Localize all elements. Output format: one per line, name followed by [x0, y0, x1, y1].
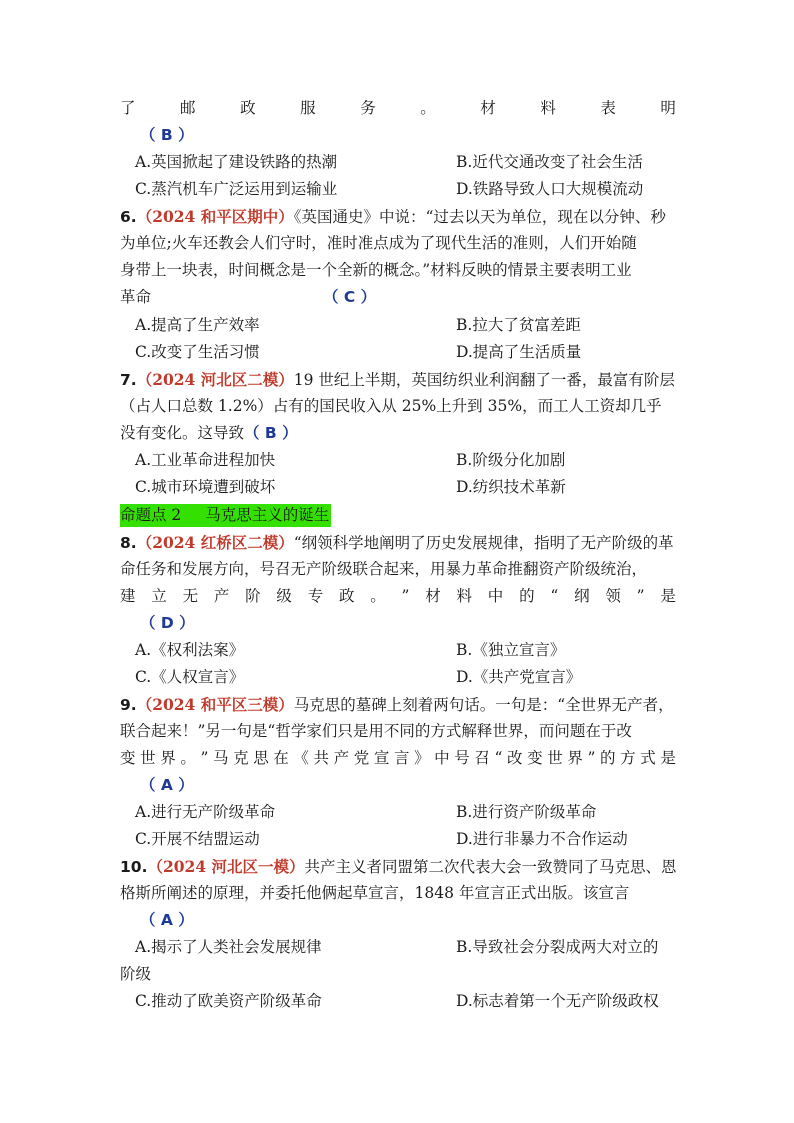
q10-option-b: B.导致社会分裂成两大对立的	[456, 938, 659, 956]
q9-stem-line-2: 联合起来！”另一句是“哲学家们只是用不同的方式解释世界，而问题在于改	[120, 722, 632, 740]
question-source: （2024 河北区二模）	[136, 370, 294, 389]
section-label: 命题点 2	[120, 506, 182, 524]
q7-option-c: C.城市环境遭到破坏	[135, 478, 276, 496]
q6-option-a: A.提高了生产效率	[135, 316, 260, 334]
q5-char: 服	[300, 99, 316, 117]
q9-option-a: A.进行无产阶级革命	[135, 803, 276, 821]
q5-option-d: D.铁路导致人口大规模流动	[456, 180, 644, 198]
q6-option-c: C.改变了生活习惯	[135, 343, 260, 361]
question-source: （2024 和平区期中）	[136, 207, 294, 226]
q7-answer: （ B ）	[244, 424, 298, 442]
q8-option-b: B.《独立宣言》	[456, 641, 566, 659]
q6-stem-line-1: 6.（2024 和平区期中）《英国通史》中说：“过去以天为单位，现在以分钟、秒	[120, 207, 666, 226]
q5-char: 了	[120, 99, 136, 117]
q8-stem-line-3: 建 立 无 产 阶 级 专 政 。 ” 材 料 中 的 “ 纲 领 ” 是	[120, 587, 676, 605]
q5-option-b: B.近代交通改变了社会生活	[456, 153, 643, 171]
q7-stem-line-2: （占人口总数 1.2%）占有的国民收入从 25%上升到 35%，而工人工资却几乎	[120, 397, 662, 415]
question-number: 9.	[120, 696, 137, 714]
q7-stem-line-1: 7.（2024 河北区二模）19 世纪上半期，英国纺织业利润翻了一番，最富有阶层	[120, 370, 675, 389]
q8-stem-line-1: 8.（2024 红桥区二模）“纲领科学地阐明了历史发展规律，指明了无产阶级的革	[120, 533, 674, 552]
q5-option-a: A.英国掀起了建设铁路的热潮	[135, 153, 338, 171]
question-source: （2024 和平区三模）	[136, 695, 294, 714]
q8-option-d: D.《共产党宣言》	[456, 668, 582, 686]
q5-char: 料	[540, 99, 556, 117]
q5-char: 。	[420, 99, 436, 117]
q9-stem-line-1: 9.（2024 和平区三模）马克思的墓碑上刻着两句话。一句是：“全世界无产者，	[120, 695, 674, 714]
q6-option-d: D.提高了生活质量	[456, 343, 582, 361]
q9-option-d: D.进行非暴力不合作运动	[456, 830, 628, 848]
q6-answer: （ C ）	[323, 288, 377, 306]
q5-char: 材	[480, 99, 496, 117]
q10-option-b-wrap: 阶级	[120, 965, 152, 983]
q6-stem-line-3: 身带上一块表，时间概念是一个全新的概念。”材料反映的情景主要表明工业	[120, 261, 632, 279]
section-title: 马克思主义的诞生	[205, 506, 330, 524]
q7-option-a: A.工业革命进程加快	[135, 451, 276, 469]
question-number: 7.	[120, 371, 137, 389]
q10-answer: （ A ）	[140, 911, 194, 929]
q9-option-c: C.开展不结盟运动	[135, 830, 260, 848]
q6-option-b: B.拉大了贫富差距	[456, 316, 581, 334]
q5-char: 表	[600, 99, 616, 117]
q10-stem-line-2: 格斯所阐述的原理，并委托他俩起草宣言，1848 年宣言正式出版。该宣言	[120, 884, 630, 902]
question-source: （2024 红桥区二模）	[136, 533, 294, 552]
q8-option-a: A.《权利法案》	[135, 641, 245, 659]
section-heading	[120, 502, 676, 529]
q5-char: 务	[360, 99, 376, 117]
q7-option-d: D.纺织技术革新	[456, 478, 566, 496]
q5-option-c: C.蒸汽机车广泛运用到运输业	[135, 180, 338, 198]
q10-stem-line-1: 10.（2024 河北区一模）共产主义者同盟第二次代表大会一致赞同了马克思、恩	[120, 857, 677, 876]
q5-char: 明	[660, 99, 676, 117]
q7-option-b: B.阶级分化加剧	[456, 451, 566, 469]
q7-stem-line-3: 没有变化。这导致（ B ）	[120, 424, 298, 442]
q9-answer: （ A ）	[140, 776, 194, 794]
question-number: 6.	[120, 208, 137, 226]
q5-answer: （ B ）	[140, 126, 194, 144]
question-source: （2024 河北区一模）	[147, 857, 305, 876]
question-number: 10.	[120, 858, 148, 876]
question-number: 8.	[120, 534, 137, 552]
q10-option-a: A.揭示了人类社会发展规律	[135, 938, 322, 956]
q5-stem-tail	[120, 95, 676, 122]
q6-stem-line-2: 为单位;火车还教会人们守时，准时准点成为了现代生活的准则，人们开始随	[120, 234, 637, 252]
q5-char: 邮	[180, 99, 196, 117]
q8-option-c: C.《人权宣言》	[135, 668, 245, 686]
q5-char: 政	[240, 99, 256, 117]
q10-option-c: C.推动了欧美资产阶级革命	[135, 992, 322, 1010]
q10-option-d: D.标志着第一个无产阶级政权	[456, 992, 659, 1010]
q8-answer: （ D ）	[140, 614, 195, 632]
q8-stem-line-2: 命任务和发展方向，号召无产阶级联合起来，用暴力革命推翻资产阶级统治，	[120, 560, 648, 578]
q9-option-b: B.进行资产阶级革命	[456, 803, 597, 821]
q9-stem-line-3: 变 世 界 。 ” 马 克 思 在 《 共 产 党 宣 言 》 中 号 召 “ 改 变 世 界 ” 的 方 式 是	[120, 749, 676, 767]
q6-stem-line-4: 革命 （ C ）	[120, 288, 377, 306]
